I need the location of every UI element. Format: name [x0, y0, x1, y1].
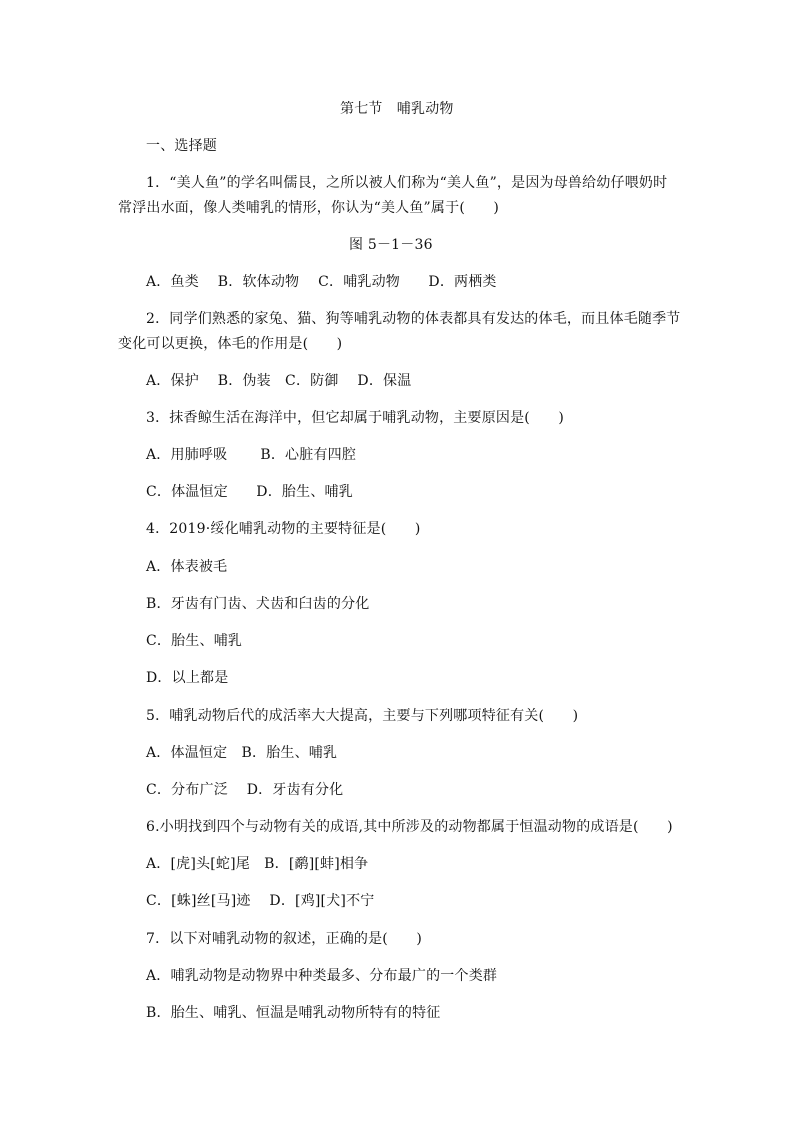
question-1-line-2: 常浮出水面，像人类哺乳的情形，你认为“美人鱼”属于( ) [118, 200, 500, 216]
question-2-line-1: 2．同学们熟悉的家兔、猫、狗等哺乳动物的体表都具有发达的体毛，而且体毛随季节 [146, 311, 681, 327]
question-2-options: A．保护 B．伪装 C．防御 D．保温 [146, 373, 412, 389]
question-5-options-cd: C．分布广泛 D．牙齿有分化 [146, 782, 344, 798]
question-4-option-d: D．以上都是 [146, 670, 229, 686]
question-6-stem: 6.小明找到四个与动物有关的成语,其中所涉及的动物都属于恒温动物的成语是( ) [146, 819, 673, 835]
question-3-options-ab: A．用肺呼吸 B．心脏有四腔 [146, 447, 357, 463]
section-heading: 一、选择题 [146, 138, 217, 154]
question-4-option-b: B．牙齿有门齿、犬齿和臼齿的分化 [146, 596, 370, 612]
question-4-stem: 4．2019·绥化哺乳动物的主要特征是( ) [146, 521, 421, 537]
page-title: 第七节 哺乳动物 [340, 101, 454, 117]
question-6-options-cd: C．[蛛]丝[马]迹 D．[鸡][犬]不宁 [146, 893, 375, 909]
question-4-option-a: A．体表被毛 [146, 559, 228, 575]
question-7-option-a: A．哺乳动物是动物界中种类最多、分布最广的一个类群 [146, 968, 498, 984]
question-1-options: A．鱼类 B．软体动物 C．哺乳动物 D．两栖类 [146, 274, 497, 290]
question-5-stem: 5．哺乳动物后代的成活率大大提高，主要与下列哪项特征有关( ) [146, 708, 579, 724]
question-6-options-ab: A．[虎]头[蛇]尾 B．[鹬][蚌]相争 [146, 856, 369, 872]
question-3-options-cd: C．体温恒定 D．胎生、哺乳 [146, 484, 353, 500]
question-7-stem: 7．以下对哺乳动物的叙述，正确的是( ) [146, 931, 423, 947]
question-5-options-ab: A．体温恒定 B．胎生、哺乳 [146, 745, 338, 761]
question-2-line-2: 变化可以更换，体毛的作用是( ) [118, 336, 343, 352]
question-1-line-1: 1．“美人鱼”的学名叫儒艮，之所以被人们称为“美人鱼”，是因为母兽给幼仔喂奶时 [146, 175, 668, 191]
question-4-option-c: C．胎生、哺乳 [146, 633, 243, 649]
question-3-stem: 3．抹香鲸生活在海洋中，但它却属于哺乳动物，主要原因是( ) [146, 410, 565, 426]
question-7-option-b: B．胎生、哺乳、恒温是哺乳动物所特有的特征 [146, 1005, 441, 1021]
figure-caption: 图 5－1－36 [349, 237, 433, 253]
